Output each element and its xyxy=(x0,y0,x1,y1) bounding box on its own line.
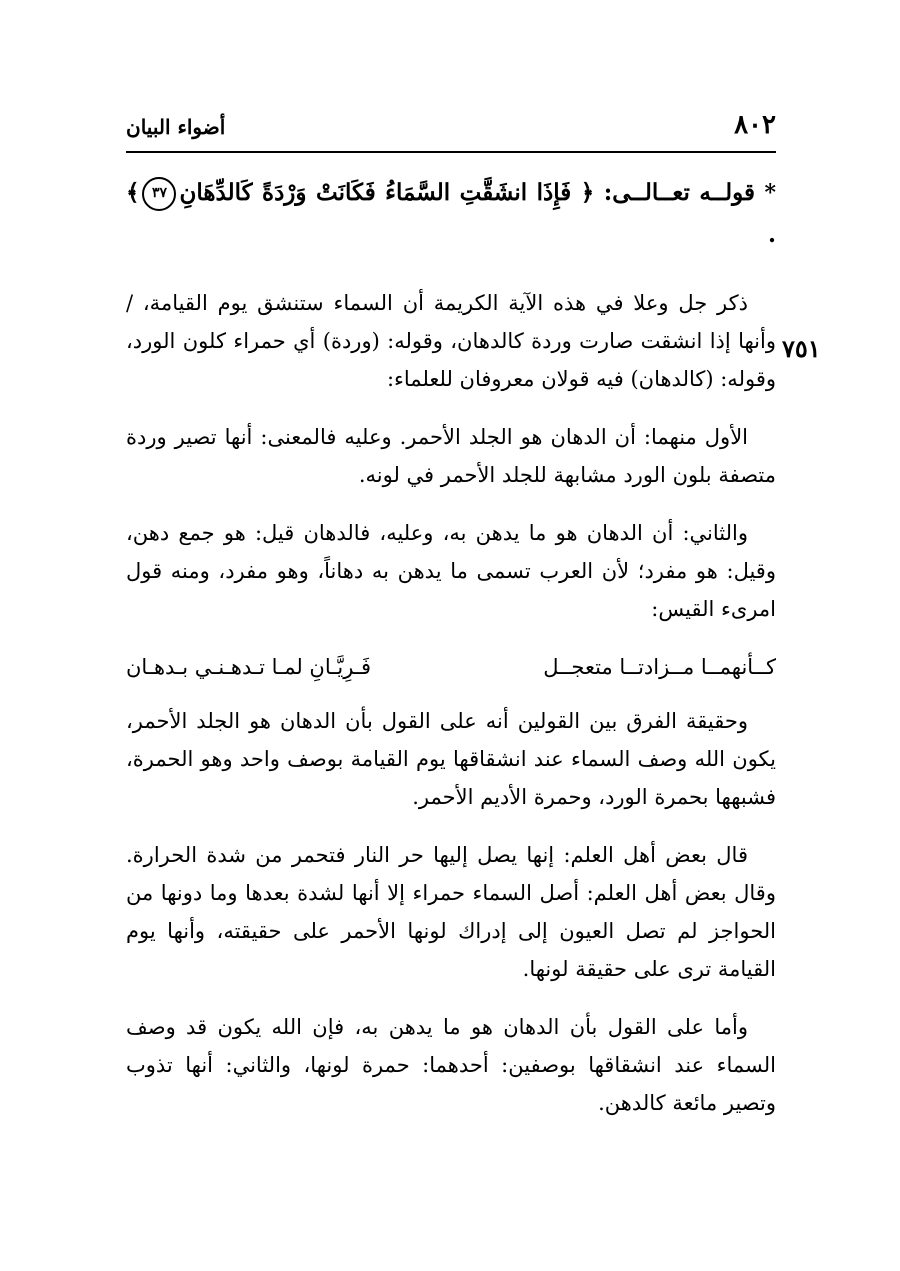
paragraph-first-opinion: الأول منهما: أن الدهان هو الجلد الأحمر. وعليه فالمعنى: أنها تصير وردة متصفة بلون الورد مشابهة للجلد الأحمر في لونه. xyxy=(126,425,776,487)
paragraph-difference: وحقيقة الفرق بين القولين أنه على القول بأن الدهان هو الجلد الأحمر، يكون الله وصف السماء عند انشقاقها يوم القيامة بوصف واحد وهو الحمرة، فشبهها بحمرة الورد، وحمرة الأديم الأحمر. xyxy=(126,709,776,809)
margin-page-reference: ٧٥١ xyxy=(782,334,821,363)
book-title: أضواء البيان xyxy=(126,115,226,139)
verse-number-badge: ٣٧ xyxy=(142,177,176,211)
poem-verse xyxy=(126,648,776,686)
paragraph-scholars: قال بعض أهل العلم: إنها يصل إليها حر النار فتحمر من شدة الحرارة. وقال بعض أهل العلم: أصل السماء حمراء إلا أنها لشدة بعدها وما دونها من الحواجز لم تصل العيون إلى إدراك لونها الأحمر على حقيقته، وأنها يوم القيامة ترى على حقيقة لونها. xyxy=(126,843,777,981)
quran-verse-text: ﴿ فَإِذَا انشَقَّتِ السَّمَاءُ فَكَانَتْ وَرْدَةً كَالدِّهَانِ xyxy=(179,179,595,206)
page-body xyxy=(126,172,776,1142)
page-number: ٨٠٢ xyxy=(734,110,776,140)
poem-hemistich-second: فَـرِيَّـانِ لمـا تـدهـنـي بـدهـان xyxy=(126,655,372,679)
verse-lead: قولــه تعــالــى: xyxy=(603,179,756,206)
page-header xyxy=(126,110,776,144)
verse-heading xyxy=(126,172,776,256)
paragraph-intro: ذكر جل وعلا في هذه الآية الكريمة أن السماء ستنشق يوم القيامة، / وأنها إذا انشقت صارت وردة كالدهان، وقوله: (وردة) أي حمراء كلون الورد، وقوله: (كالدهان) فيه قولان معروفان للعلماء: xyxy=(126,291,776,391)
paragraph-conclusion: وأما على القول بأن الدهان هو ما يدهن به، فإن الله يكون قد وصف السماء عند انشقاقها بوصفين: أحدهما: حمرة لونها، والثاني: أنها تذوب وتصير مائعة كالدهن. xyxy=(126,1015,776,1115)
header-divider xyxy=(126,151,776,153)
poem-hemistich-first: كــأنهمــا مــزادتــا متعجــل xyxy=(543,655,776,679)
paragraph-second-opinion: والثاني: أن الدهان هو ما يدهن به، وعليه، فالدهان قيل: هو جمع دهن، وقيل: هو مفرد؛ لأن العرب تسمى ما يدهن به دهاناً، وهو مفرد، ومنه قول امرىء القيس: xyxy=(126,521,776,621)
verse-close: ﴾ . xyxy=(126,179,776,248)
verse-star: * xyxy=(764,180,777,206)
